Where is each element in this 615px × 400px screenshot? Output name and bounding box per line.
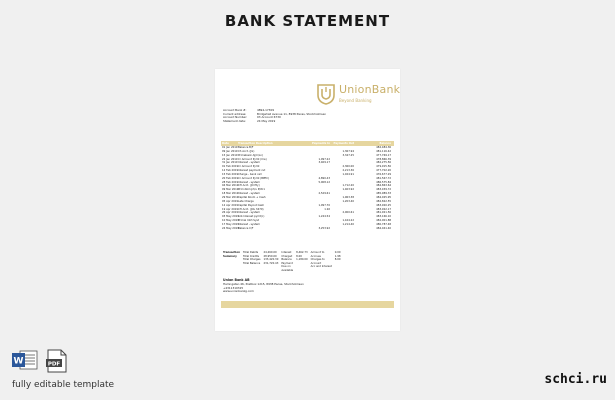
svg-text:W: W — [13, 356, 24, 367]
cell-payments-out: 2,000.61 — [342, 211, 354, 215]
summary-column — [281, 251, 293, 273]
cell-date: 24 May 2019 — [222, 226, 239, 230]
bank-website: www.unionbankg.com — [223, 289, 254, 294]
cell-description: Balance B/F — [238, 146, 254, 149]
cell-payments-out: 1,164.22 — [342, 219, 354, 223]
cell-payments-out: 1,203.40 — [342, 199, 354, 203]
account-info-label: Current address: — [223, 111, 247, 116]
cell-date: 01 Feb 2019 — [222, 165, 239, 169]
cell-payments-out — [330, 227, 354, 231]
cell-balance: 481,116.42 — [376, 149, 391, 153]
cell-balance: 482,001.88 — [376, 219, 391, 223]
cell-description: Interest - system — [238, 180, 260, 184]
summary-cell: 8,462.73 — [296, 251, 308, 254]
account-info-value: 03 Account 6730 — [257, 115, 281, 120]
cell-description: Primal Intrt.Syst — [238, 219, 259, 223]
brand-watermark: schci.ru — [544, 372, 607, 387]
summary-cell: Amount to — [310, 251, 325, 254]
cell-payments-in: 3,253.92 — [318, 226, 330, 230]
account-info-label: Account Bank #: — [223, 108, 247, 112]
cell-description: Ch Acct. (JG) — [238, 149, 255, 153]
summary-cell: Accrues — [310, 254, 321, 258]
svg-text:PDF: PDF — [47, 361, 61, 368]
header-balance: Balance — [379, 142, 391, 145]
cell-payments-in: 3,409.17 — [318, 161, 330, 165]
cell-balance: 483,166.10 — [376, 215, 391, 219]
cell-date: 09 Mar 2019 — [222, 188, 239, 192]
cell-balance: 476,677.29 — [376, 172, 391, 176]
cell-payments-out: 1,024.91 — [342, 172, 354, 176]
format-icons — [12, 349, 68, 373]
cell-payments-out: 2,360.00 — [342, 165, 354, 169]
account-info-label: Account Number: — [223, 115, 248, 120]
summary-cell — [311, 269, 332, 273]
cell-date: 26 Apr 2019 — [222, 211, 239, 215]
bank-contact — [223, 279, 304, 294]
pdf-icon — [46, 349, 68, 373]
cell-date: 15 Feb 2019 — [222, 172, 239, 176]
summary-column — [311, 251, 332, 273]
summary-cell: 133,420.30 — [263, 258, 279, 262]
cell-description: Prim.Nom.Jrt/u P/W.1 — [238, 188, 265, 192]
summary-cell: Due on — [281, 265, 291, 269]
summary-cell: Total Balance — [242, 261, 261, 265]
summary-cell: 231,720.43 — [263, 261, 279, 265]
cell-balance: 484,863.64 — [376, 184, 391, 188]
cell-date: 17 May 2019 — [222, 222, 239, 226]
cell-date: 19 Apr 2019 — [222, 207, 239, 211]
cell-balance: 481,921.56 — [376, 211, 391, 215]
statement-document — [215, 69, 400, 331]
footer-caption: fully editable template — [12, 380, 115, 390]
summary-cell: Total Charges — [242, 258, 261, 262]
account-info-value: Bridgehall Avenue 11, 8938 Pacas, Stockholmsen — [257, 111, 327, 116]
cell-balance: 483,459.72 — [376, 188, 391, 192]
cell-payments-out: 2,213.36 — [342, 169, 354, 173]
cell-description: CH Acct. (JO Pty) — [238, 184, 260, 188]
header-description: Transaction Description — [238, 142, 273, 145]
cell-balance: 478,866.39 — [376, 157, 391, 161]
summary-cell: Transaction — [223, 251, 240, 254]
cell-description: Charge - bank call — [238, 172, 262, 176]
cell-date: 04 Mar 2019 — [222, 184, 239, 188]
cell-payments-in: 1.92 — [324, 207, 330, 211]
cell-date: 01 Jan 2019 — [222, 146, 238, 149]
summary-cell: 24,260.00 — [263, 251, 277, 254]
footer-bar — [221, 301, 394, 308]
cell-description: Cr Amount Pymt (Cre) — [238, 157, 267, 161]
bank-emblem-icon — [316, 83, 336, 105]
transactions-table — [221, 141, 394, 231]
cell-description: Late Charge — [238, 199, 254, 203]
bank-phone: +4311310325 — [223, 285, 244, 290]
cell-balance: 479,915.56 — [376, 165, 391, 169]
cell-balance: 483,922.17 — [376, 207, 391, 211]
summary-cell: Balance — [281, 258, 292, 262]
cell-description: Capital Payout Cash — [238, 203, 264, 207]
transaction-summary — [223, 251, 341, 273]
summary-cell: Total Credits — [242, 254, 259, 258]
summary-cell: Charged — [281, 254, 293, 258]
table-body — [221, 146, 394, 231]
account-info-row — [223, 120, 326, 124]
cell-payments-in: 2,529.61 — [318, 192, 330, 196]
cell-date: 28 Feb 2019 — [222, 180, 239, 184]
cell-payments-in: 5,008.12 — [318, 180, 330, 184]
cell-date: 05 Apr 2019 — [222, 199, 239, 203]
cell-payments-out: 1,214.40 — [342, 222, 354, 226]
bank-tagline: Beyond Banking — [339, 98, 372, 103]
summary-column — [243, 251, 261, 273]
cell-date: 22 Jan 2019 — [222, 157, 238, 161]
cell-balance: 482,822.55 — [376, 199, 391, 203]
cell-payments-in: 4,890.43 — [318, 176, 330, 180]
cell-payments-in: 1,097.70 — [318, 203, 330, 207]
bank-logo — [316, 83, 401, 109]
cell-description: Capital Room + Cash — [238, 195, 266, 199]
summary-cell: 28,950.00 — [263, 254, 277, 258]
summary-cell: Interest — [281, 251, 292, 254]
cell-balance: 482,484.36 — [376, 146, 391, 149]
summary-cell: Account — [310, 261, 322, 265]
cell-payments-out: 1,403.92 — [342, 188, 354, 192]
summary-cell: 8.00 — [296, 254, 302, 258]
word-icon — [12, 349, 38, 371]
cell-description: Interest - system — [238, 211, 260, 215]
page-title: BANK STATEMENT — [224, 12, 391, 30]
account-info-value: 24 May 2019 — [257, 118, 276, 123]
cell-payments-out: 1,963.38 — [342, 195, 354, 199]
cell-balance: 484,025.95 — [376, 195, 391, 199]
cell-description: Primebank AJ(C/Ln) — [238, 153, 263, 157]
summary-column — [223, 251, 240, 273]
summary-cell: Available — [281, 268, 294, 272]
cell-date: 18 Mar 2019 — [222, 192, 239, 196]
cell-payments-out: 1,367.94 — [342, 149, 354, 153]
cell-date: 15 Jan 2019 — [222, 153, 238, 157]
cell-balance: 477,769.17 — [376, 153, 391, 157]
summary-cell: 0.00 — [334, 251, 341, 254]
cell-description: Cr Amount Pymt — [238, 165, 260, 169]
cell-description: Interest - system — [238, 192, 260, 196]
cell-date: 31 Jan 2019 — [222, 161, 238, 165]
summary-column — [264, 251, 279, 273]
header-date: Date — [222, 142, 229, 145]
bank-legal-name: Union Bank AB — [223, 278, 250, 282]
cell-date: 10 May 2019 — [222, 219, 239, 223]
cell-date: 20 Feb 2019 — [222, 176, 239, 180]
cell-date: 12 Apr 2019 — [222, 203, 239, 207]
cell-balance: 480,787.48 — [376, 222, 391, 226]
account-info-value: 4894-17309 — [257, 108, 275, 112]
cell-balance: 484,041.40 — [376, 226, 391, 230]
cell-balance: 477,702.20 — [376, 169, 391, 173]
cell-balance: 486,575.84 — [376, 180, 391, 184]
cell-balance: 485,989.33 — [376, 192, 391, 196]
cell-description: Ant.Interest pymt(l.) — [238, 215, 265, 219]
summary-cell: Acc and Interest — [310, 265, 332, 269]
cell-payments-in: 1,097.22 — [318, 157, 330, 161]
account-info-label: Statement date: — [223, 118, 246, 123]
table-row — [221, 227, 394, 231]
summary-cell: Summary — [223, 254, 237, 258]
summary-cell: Charges to — [310, 258, 325, 262]
summary-cell: 1.98 — [334, 254, 341, 258]
cell-payments-out: 3,347.25 — [342, 153, 354, 157]
cell-balance: 483,920.25 — [376, 203, 391, 207]
cell-date: 12 Feb 2019 — [222, 169, 239, 173]
cell-date: 29 Mar 2019 — [222, 195, 239, 199]
cell-description: CH Acct. (JOL 3470) — [238, 207, 264, 211]
summary-cell: Total Debits — [242, 251, 259, 254]
cell-description: Interest - system — [238, 161, 260, 165]
account-info — [223, 109, 326, 123]
summary-cell — [335, 269, 341, 273]
summary-cell: Payment — [281, 261, 293, 265]
cell-date: 03 May 2019 — [222, 215, 239, 219]
summary-column — [296, 251, 308, 273]
bank-name: UnionBank — [339, 83, 401, 96]
header-payments-out: Payments Out — [333, 142, 354, 145]
cell-balance: 482,275.56 — [376, 161, 391, 165]
summary-cell: 1,180.00 — [296, 258, 308, 262]
cell-payments-in: 1,244.54 — [318, 215, 330, 219]
summary-column — [335, 251, 341, 273]
summary-cell: 8.00 — [334, 258, 341, 262]
summary-cell — [296, 269, 308, 273]
cell-payments-out: 1,712.20 — [342, 184, 354, 188]
cell-date: 09 Jan 2019 — [222, 149, 238, 153]
cell-balance: 481,567.72 — [376, 176, 391, 180]
cell-description: Cr Amount Pymt (BPEC) — [238, 176, 270, 180]
cell-description: Interest - system — [238, 222, 260, 226]
header-payments-in: Payments In — [312, 142, 330, 145]
bank-address: Hamngatan 46, Postbox 1215, 8938 Pacas, Stockholmsen — [223, 281, 304, 286]
cell-description: Balance C/F — [238, 226, 254, 230]
cell-description: Interest payment cut — [238, 169, 266, 173]
